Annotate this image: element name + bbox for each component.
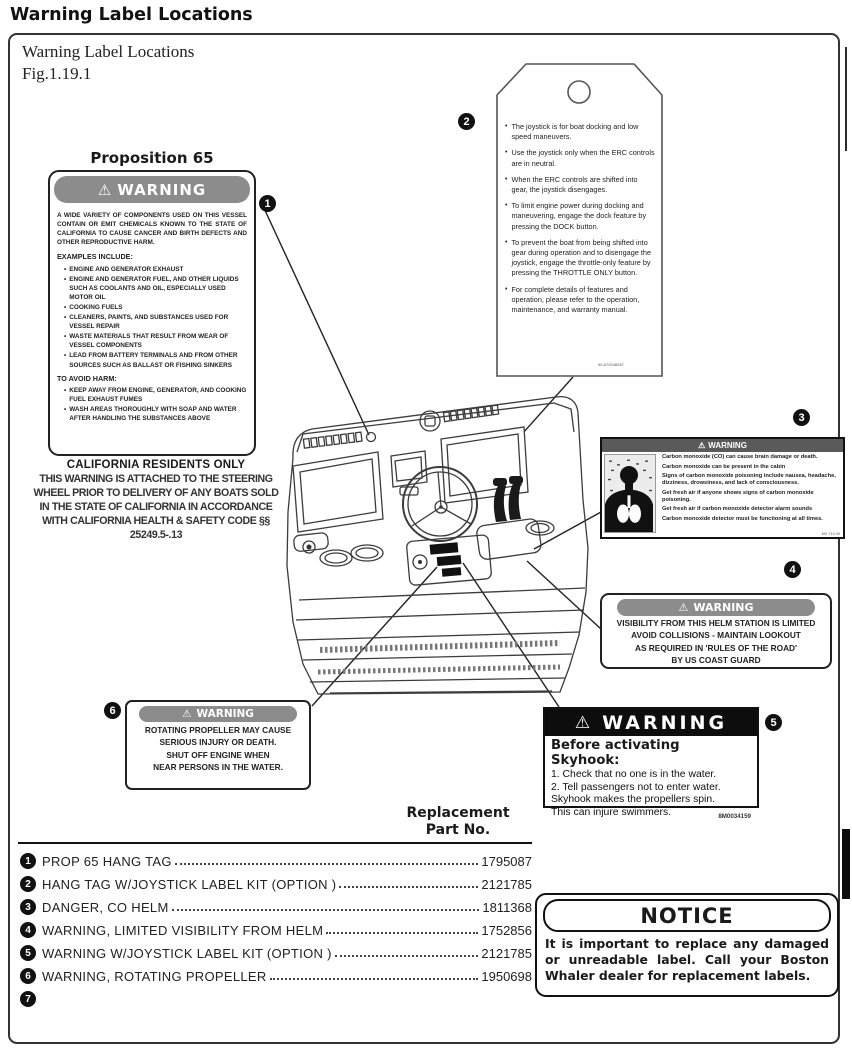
list-item: • The joystick is for boat docking and low speed maneuvers. <box>505 122 639 142</box>
table-row: 3 DANGER, CO HELM 1811368 <box>20 894 532 917</box>
table-row: 4 WARNING, LIMITED VISIBILITY FROM HELM 1752856 <box>20 917 532 940</box>
hang-tag-part-code: 90-879248287 <box>598 362 624 367</box>
propeller-warning-header: ⚠ WARNING <box>139 706 297 722</box>
visibility-warning-label <box>600 593 832 669</box>
bullet-icon: • <box>505 149 508 157</box>
callout-1: 1 <box>259 195 276 212</box>
dotted-leader <box>175 863 479 865</box>
warning-triangle-icon: ⚠ <box>97 180 113 199</box>
skyhook-part-code: 8M0034159 <box>718 812 751 820</box>
co-warning-text: Carbon monoxide (CO) can cause brain damage or death. Carbon monoxide can be present in the cabin Signs of carbon monoxide poisoning include nausea, headache, dizziness, drowsiness, and lack of consciousness. Get fresh air if anyone shows signs of carbon monoxide poisoning. Get fresh air if carbon monoxide detector alarm sounds Carbon monoxide detector must be functioning at all times. <box>662 454 836 522</box>
dotted-leader <box>326 932 478 934</box>
dotted-leader <box>270 978 479 980</box>
bullet-icon: • <box>505 123 508 130</box>
prop65-body: A WIDE VARIETY OF COMPONENTS USED ON THIS VESSEL CONTAIN OR EMIT CHEMICALS KNOWN TO THE STATE OF CALIFORNIA TO CAUSE CANCER AND BIRTH DEFECTS AND OTHER REPRODUCTIVE HARM. EXAMPLES INCLUDE: • ENGINE AND GENERATOR EXHAUST • ENGINE AND GENERATOR FUEL, AND OTHER LIQUIDS SUCH AS COOLANTS AND OIL, ESPECIALLY USED MOTOR OIL • COOKING FUELS • CLEANERS, PAINTS, AND SUBSTANCES USED FOR VESSEL REPAIR • WASTE MATERIALS THAT RESULT FROM WEAR OF VESSEL COMPONENTS • LEAD FROM BATTERY TERMINALS AND FROM OTHER SOURCES SUCH AS BALLAST OR FISHING SINKERS TO AVOID HARM: • KEEP AWAY FROM ENGINE, GENERATOR, AND COOKING FUEL EXHAUST FUMES • WASH AREAS THOROUGHLY WITH SOAP AND WATER AFTER HANDLING THE SUBSTANCES ABOVE <box>57 212 247 423</box>
callout-3: 3 <box>793 409 810 426</box>
notice-header: NOTICE <box>543 899 831 932</box>
skyhook-warning-label <box>543 707 759 820</box>
table-row <box>20 986 532 1009</box>
warning-triangle-icon: ⚠ <box>698 441 706 450</box>
bullet-icon: • <box>64 265 67 273</box>
bullet-icon: • <box>505 202 508 210</box>
list-item: • CLEANERS, PAINTS, AND SUBSTANCES USED FOR VESSEL REPAIR <box>64 314 229 331</box>
list-item: • ENGINE AND GENERATOR FUEL, AND OTHER LIQUIDS SUCH AS COOLANTS AND OIL, ESPECIALLY USED MOTOR OIL <box>64 275 239 301</box>
list-item: • To prevent the boat from being shifted into gear during operation and to disengage the joystick, engage the throttle-only feature by pressing the THROTTLE ONLY button. <box>505 237 652 278</box>
steering-wheel <box>403 467 477 541</box>
co-warning-label <box>600 437 845 539</box>
figure-title: Warning Label Locations <box>22 42 195 61</box>
skyhook-warning-text: Before activating Skyhook: 1. Check that no one is in the water. 2. Tell passengers not to enter water. Skyhook makes the propellers spin. This can injure swimmers. 8M0034159 <box>551 738 751 820</box>
bullet-icon: • <box>64 406 67 414</box>
bullet-icon: • <box>64 303 67 311</box>
table-row: 1 PROP 65 HANG TAG 1795087 <box>20 848 532 871</box>
bullet-icon: • <box>64 314 67 322</box>
notice-body: It is important to replace any damaged or unreadable label. Call your Boston Whaler dealer for replacement labels. <box>545 936 829 983</box>
list-item: • WASTE MATERIALS THAT RESULT FROM WEAR OF VESSEL COMPONENTS <box>64 333 229 350</box>
page-title: Warning Label Locations <box>10 5 253 25</box>
prop65-label <box>48 170 256 456</box>
dotted-leader <box>172 909 480 911</box>
list-item: • ENGINE AND GENERATOR EXHAUST <box>64 265 184 273</box>
warning-triangle-icon: ⚠ <box>182 708 192 720</box>
bullet-icon: • <box>64 333 67 341</box>
notice-label <box>535 893 839 997</box>
list-item: • WASH AREAS THOROUGHLY WITH SOAP AND WATER AFTER HANDLING THE SUBSTANCES ABOVE <box>64 406 237 423</box>
row-number-badge: 6 <box>20 968 36 984</box>
propeller-warning-text: ROTATING PROPELLER MAY CAUSE SERIOUS INJURY OR DEATH. SHUT OFF ENGINE WHEN NEAR PERSONS IN THE WATER. <box>144 725 292 773</box>
bullet-icon: • <box>505 175 508 183</box>
figure-number: Fig.1.19.1 <box>22 64 92 84</box>
row-number-badge: 3 <box>20 899 36 915</box>
page-edge-mark-thick <box>842 829 850 899</box>
propeller-warning-label <box>125 700 311 790</box>
bullet-icon: • <box>505 285 508 293</box>
bullet-icon: • <box>64 386 67 394</box>
callout-6: 6 <box>104 702 121 719</box>
callout-5: 5 <box>765 714 782 731</box>
prop65-title: Proposition 65 <box>90 149 214 167</box>
dotted-leader <box>339 886 478 888</box>
row-number-badge: 7 <box>20 991 36 1007</box>
co-pictogram <box>604 454 656 533</box>
row-number-badge: 2 <box>20 876 36 892</box>
table-row: 5 WARNING W/JOYSTICK LABEL KIT (OPTION ) 2121785 <box>20 940 532 963</box>
visibility-warning-text: VISIBILITY FROM THIS HELM STATION IS LIMITED AVOID COLLISIONS - MAINTAIN LOOKOUT AS REQUIRED IN 'RULES OF THE ROAD' BY US COAST GUARD <box>616 618 816 666</box>
row-number-badge: 1 <box>20 853 36 869</box>
parts-table <box>20 848 532 1009</box>
figure-heading <box>22 41 194 85</box>
parts-table-header: Replacement Part No. <box>406 805 510 838</box>
warning-triangle-icon: ⚠ <box>574 712 591 733</box>
california-note: CALIFORNIA RESIDENTS ONLY THIS WARNING IS ATTACHED TO THE STEERING WHEEL PRIOR TO DELIVERY OF ANY BOATS SOLD IN THE STATE OF CALIFORNIA IN ACCORDANCE WITH CALIFORNIA HEALTH & SAFETY CODE §§ 25249.5-.13 <box>33 459 279 541</box>
dotted-leader <box>335 955 479 957</box>
prop65-warning-header: ⚠ WARNING <box>54 176 250 203</box>
list-item: • COOKING FUELS <box>64 303 123 311</box>
bullet-icon: • <box>505 238 508 246</box>
joystick-hang-tag <box>505 122 655 321</box>
table-row: 6 WARNING, ROTATING PROPELLER 1950698 <box>20 963 532 986</box>
parts-table-rule <box>18 842 532 844</box>
visibility-warning-header: ⚠ WARNING <box>617 599 815 616</box>
row-number-badge: 5 <box>20 945 36 961</box>
table-row: 2 HANG TAG W/JOYSTICK LABEL KIT (OPTION ) 2121785 <box>20 871 532 894</box>
warning-triangle-icon: ⚠ <box>678 601 689 614</box>
list-item: • When the ERC controls are shifted into gear, the joystick disengages. <box>505 174 638 195</box>
skyhook-warning-header: ⚠ WARNING <box>545 709 757 736</box>
callout-2: 2 <box>458 113 475 130</box>
list-item: • Use the joystick only when the ERC controls are in neutral. <box>505 148 655 168</box>
list-item: • To limit engine power during docking and maneuvering, engage the dock feature by pressing the DOCK button. <box>505 201 647 231</box>
page-edge-mark-thin <box>845 47 847 151</box>
list-item: • KEEP AWAY FROM ENGINE, GENERATOR, AND COOKING FUEL EXHAUST FUMES <box>64 386 247 403</box>
co-warning-header: ⚠ WARNING <box>602 439 843 452</box>
list-item: • LEAD FROM BATTERY TERMINALS AND FROM OTHER SOURCES SUCH AS BALLAST OR FISHING SINKERS <box>64 352 238 369</box>
bullet-icon: • <box>64 352 67 360</box>
co-part-code: MV 710 40 <box>821 532 840 536</box>
callout-4: 4 <box>784 561 801 578</box>
row-number-badge: 4 <box>20 922 36 938</box>
bullet-icon: • <box>64 275 67 283</box>
list-item: • For complete details of features and operation, please refer to the operation, maintenance, and warranty manual. <box>505 284 640 315</box>
